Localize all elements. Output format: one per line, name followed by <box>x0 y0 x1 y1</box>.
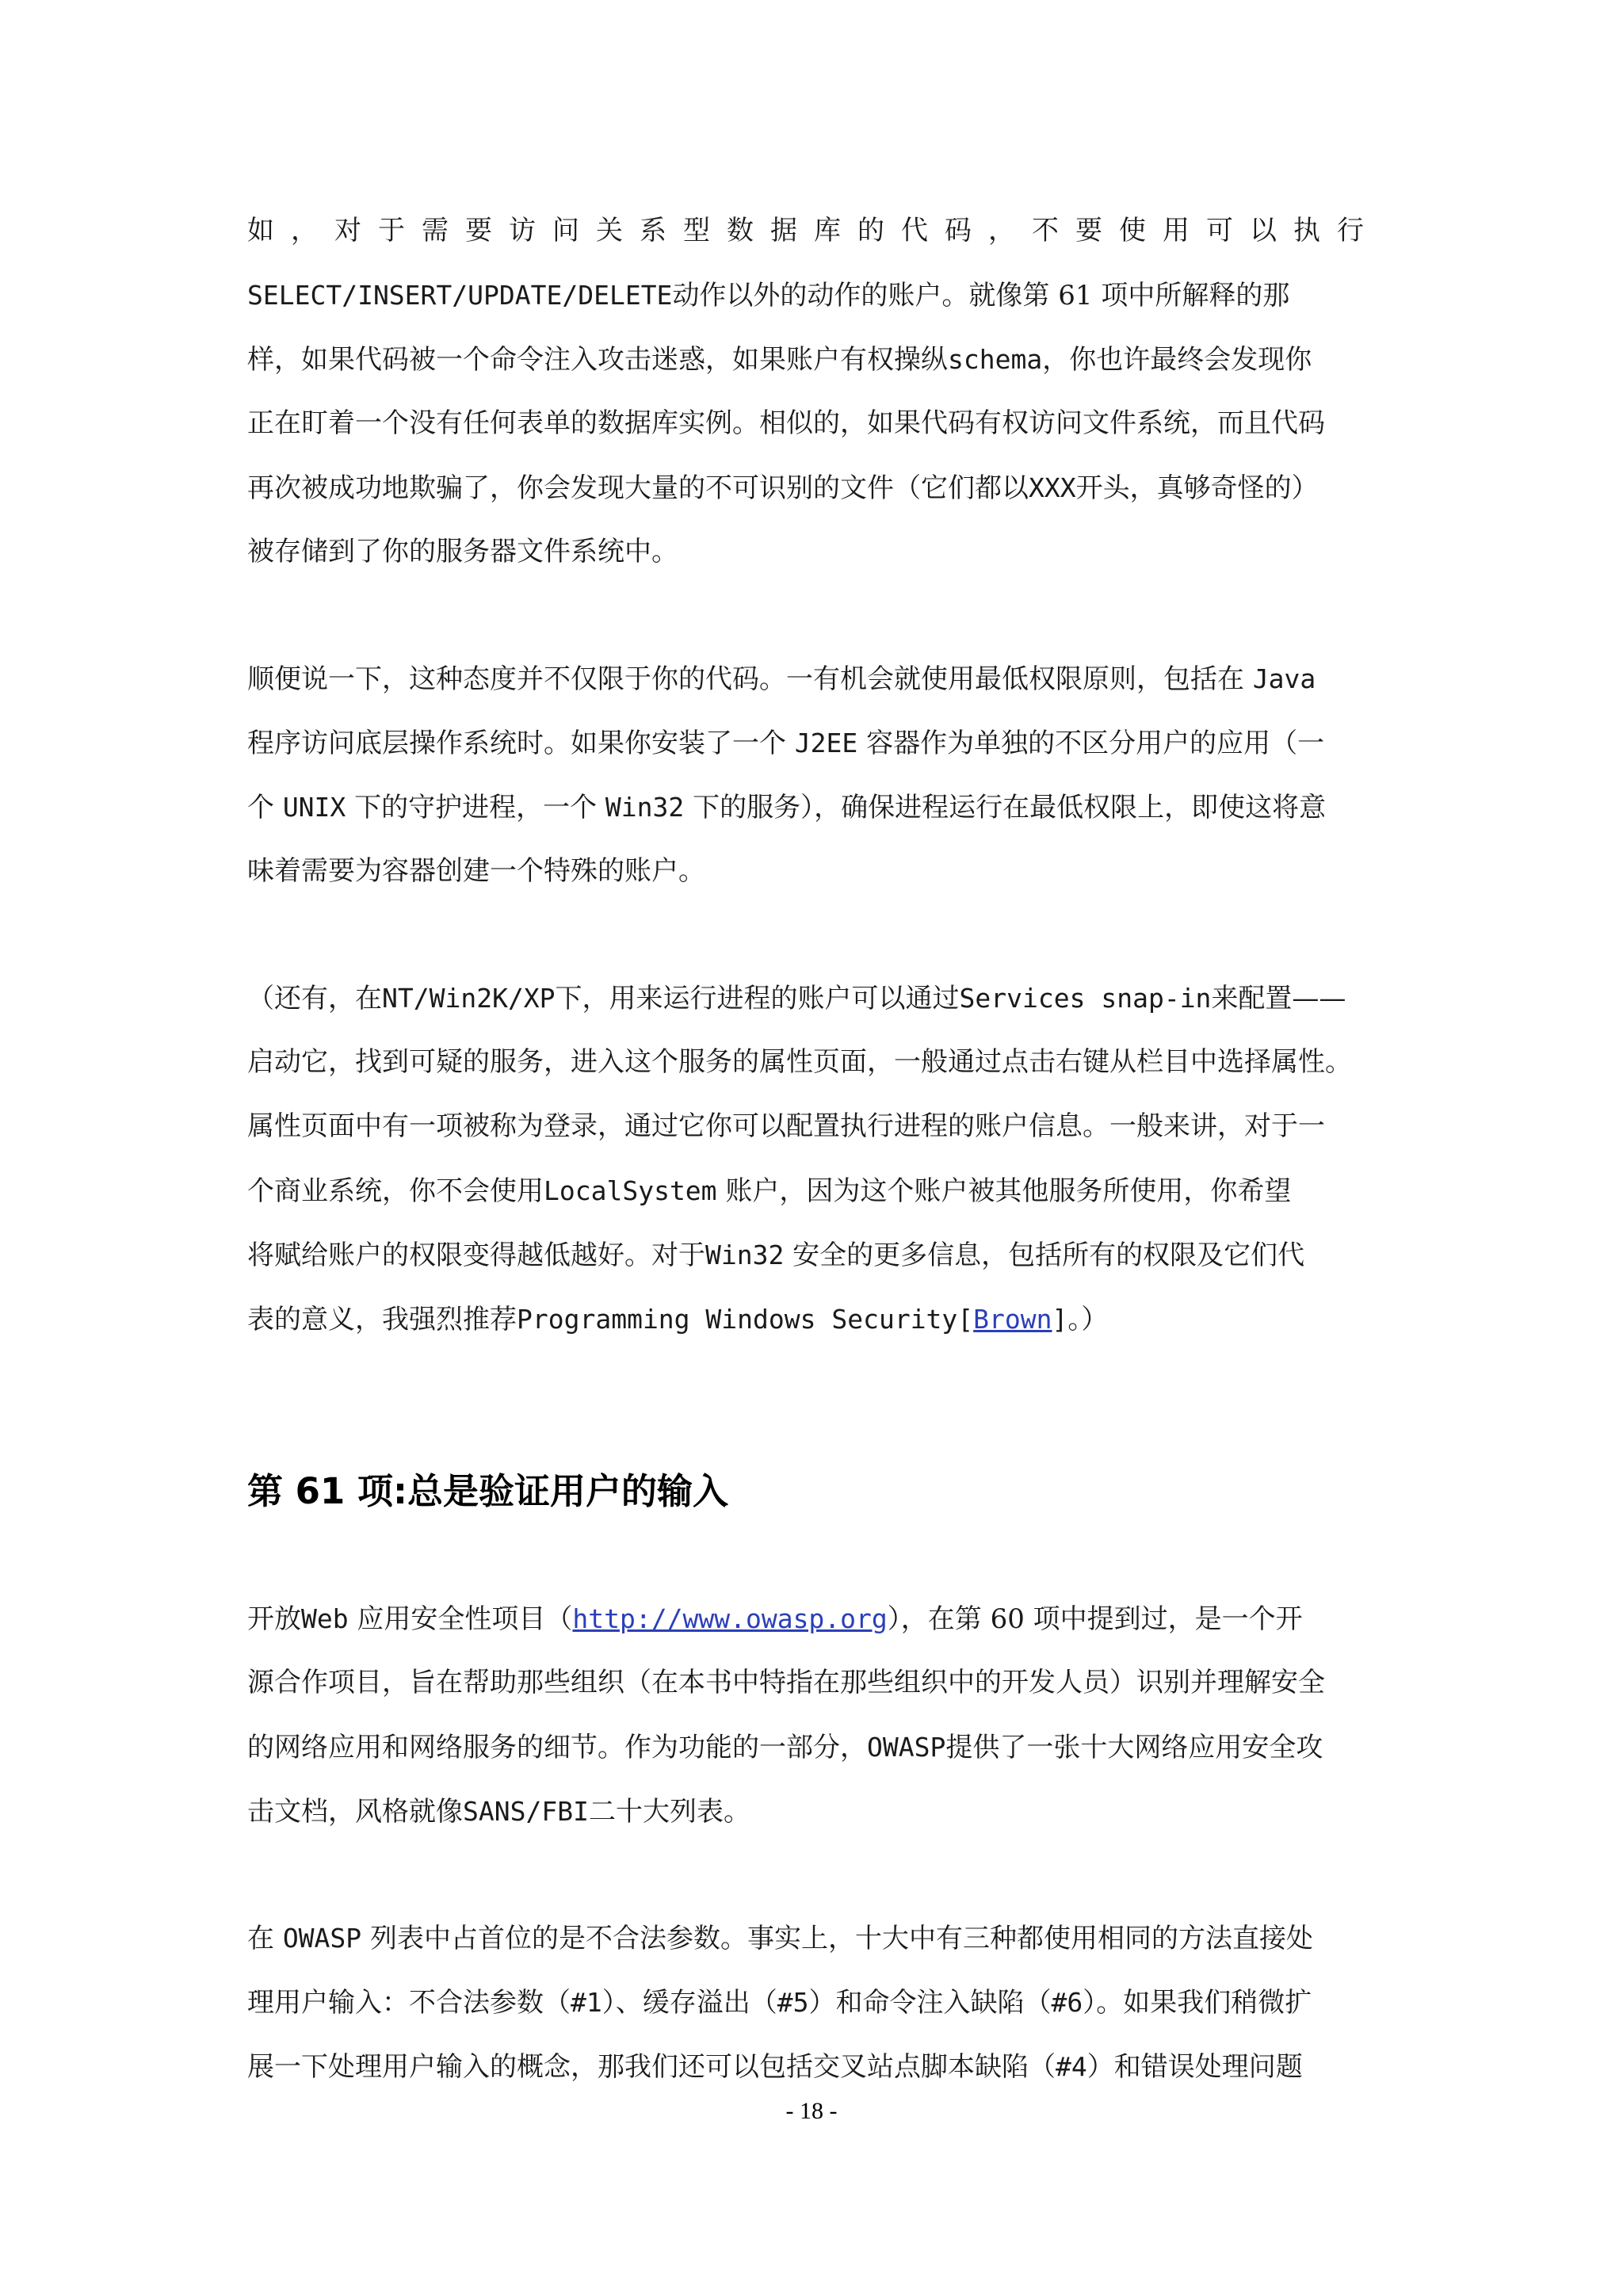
code-text: schema <box>948 344 1043 375</box>
text-span: 击文档，风格就像 <box>247 1796 463 1828</box>
code-text: OWASP <box>282 1923 362 1954</box>
text-line <box>247 327 1377 392</box>
paragraph-windows-services <box>247 966 1377 1351</box>
text-line <box>247 966 1377 1030</box>
paragraph-least-privilege-db <box>247 199 1377 584</box>
text-span: 开头，真够奇怪的） <box>1075 472 1319 504</box>
code-text: NT/Win2K/XP <box>382 983 556 1014</box>
text-line <box>247 1779 1377 1843</box>
text-span: ）。如果我们稍微扩 <box>1083 1987 1312 2019</box>
text-line <box>247 711 1377 775</box>
code-text: Services snap-in <box>959 983 1212 1014</box>
text-line <box>247 1906 1377 1970</box>
text-line <box>247 1223 1377 1287</box>
text-line: 属性页面中有一项被称为登录，通过它你可以配置执行进程的账户信息。一般来讲，对于一 <box>247 1110 1325 1142</box>
text-span: 个商业系统，你不会使用 <box>247 1175 544 1207</box>
text-line: 如，对于需要访问关系型数据库的代码，不要使用可以执行 <box>247 215 1377 246</box>
text-line <box>247 1715 1377 1779</box>
text-span: 展一下处理用户输入的概念，那我们还可以包括交叉站点脚本缺陷（ <box>247 2051 1056 2083</box>
code-text: SELECT/INSERT/UPDATE/DELETE <box>247 280 673 311</box>
text-span: 将赋给账户的权限变得越低越好。对于 <box>247 1240 705 1271</box>
text-span: 理用户输入：不合法参数（ <box>247 1987 571 2019</box>
text-span: 下的守护进程，一个 <box>346 792 605 823</box>
text-line: 启动它，找到可疑的服务，进入这个服务的属性页面，一般通过点击右键从栏目中选择属性。 <box>247 1046 1352 1078</box>
code-text: Web <box>301 1603 349 1634</box>
text-span: （还有，在 <box>247 983 382 1014</box>
code-text: XXX <box>1029 472 1076 503</box>
text-span: 的网络应用和网络服务的细节。作为功能的一部分， <box>247 1732 867 1763</box>
code-text: Win32 <box>605 792 685 823</box>
owasp-url-link[interactable]: http://www.owasp.org <box>572 1603 888 1634</box>
text-span: 提供了一张十大网络应用安全攻 <box>945 1732 1323 1763</box>
text-line <box>247 263 1377 327</box>
paragraph-java-least-privilege <box>247 647 1377 904</box>
text-span: 来配置—— <box>1211 983 1346 1014</box>
page-number: - 18 - <box>785 2098 838 2124</box>
code-text: LocalSystem <box>544 1175 717 1206</box>
code-text: #4 <box>1056 2051 1087 2082</box>
brown-reference-link[interactable]: Brown <box>973 1304 1052 1335</box>
text-line <box>247 1159 1377 1223</box>
text-span: 程序访问底层操作系统时。如果你安装了一个 <box>247 728 795 759</box>
text-span: 。） <box>1067 1304 1109 1335</box>
paragraph-owasp-list <box>247 1906 1377 2099</box>
text-span: 账户，因为这个账户被其他服务所使用，你希望 <box>716 1175 1292 1207</box>
code-text: J2EE <box>794 728 858 758</box>
code-text: #5 <box>777 1987 809 2018</box>
paragraph-owasp-intro <box>247 1587 1377 1843</box>
code-text: Programming Windows Security[ <box>517 1304 974 1335</box>
text-span: ，你也许最终会发现你 <box>1042 344 1312 376</box>
text-line <box>247 1587 1377 1651</box>
code-text: Java <box>1252 663 1316 694</box>
text-span: 在 <box>247 1923 283 1954</box>
text-line <box>247 1287 1377 1351</box>
text-line: 源合作项目，旨在帮助那些组织（在本书中特指在那些组织中的开发人员）识别并理解安全 <box>247 1667 1325 1698</box>
text-line <box>247 1970 1377 2034</box>
text-span: 再次被成功地欺骗了，你会发现大量的不可识别的文件（它们都以 <box>247 472 1029 504</box>
text-line <box>247 456 1377 520</box>
text-span: 二十大列表。 <box>588 1796 750 1828</box>
text-span: 下，用来运行进程的账户可以通过 <box>555 983 960 1014</box>
text-span: ）、缓存溢出（ <box>601 1987 777 2019</box>
text-span: 顺便说一下，这种态度并不仅限于你的代码。一有机会就使用最低权限原则，包括在 <box>247 663 1253 695</box>
text-line <box>247 775 1377 839</box>
section-heading: 第 61 项:总是验证用户的输入 <box>247 1470 728 1512</box>
text-span: 安全的更多信息，包括所有的权限及它们代 <box>784 1240 1305 1271</box>
text-line: 被存储到了你的服务器文件系统中。 <box>247 536 678 567</box>
code-text: OWASP <box>867 1732 946 1763</box>
text-span: 下的服务），确保进程运行在最低权限上，即使这将意 <box>684 792 1327 823</box>
text-span: ），在第 60 项中提到过，是一个开 <box>887 1603 1303 1635</box>
text-span: ）和命令注入缺陷（ <box>808 1987 1052 2019</box>
text-span: 列表中占首位的是不合法参数。事实上，十大中有三种都使用相同的方法直接处 <box>361 1923 1313 1954</box>
code-text: SANS/FBI <box>463 1796 589 1827</box>
code-text: Win32 <box>705 1240 785 1270</box>
text-span: 容器作为单独的不区分用户的应用（一 <box>857 728 1325 759</box>
text-span: 动作以外的动作的账户。就像第 61 项中所解释的那 <box>672 280 1290 311</box>
text-line <box>247 647 1377 711</box>
text-span: 开放 <box>247 1603 301 1635</box>
code-text: ] <box>1052 1304 1068 1335</box>
code-text: #6 <box>1051 1987 1083 2018</box>
text-span: 个 <box>247 792 283 823</box>
code-text: UNIX <box>282 792 346 823</box>
code-text: #1 <box>571 1987 602 2018</box>
text-span: 应用安全性项目（ <box>348 1603 573 1635</box>
text-line <box>247 2034 1377 2099</box>
text-span: 样，如果代码被一个命令注入攻击迷惑，如果账户有权操纵 <box>247 344 948 376</box>
text-span: ）和错误处理问题 <box>1086 2051 1303 2083</box>
text-span: 表的意义，我强烈推荐 <box>247 1304 517 1335</box>
text-line: 味着需要为容器创建一个特殊的账户。 <box>247 855 705 887</box>
text-line: 正在盯着一个没有任何表单的数据库实例。相似的，如果代码有权访问文件系统，而且代码 <box>247 407 1325 439</box>
